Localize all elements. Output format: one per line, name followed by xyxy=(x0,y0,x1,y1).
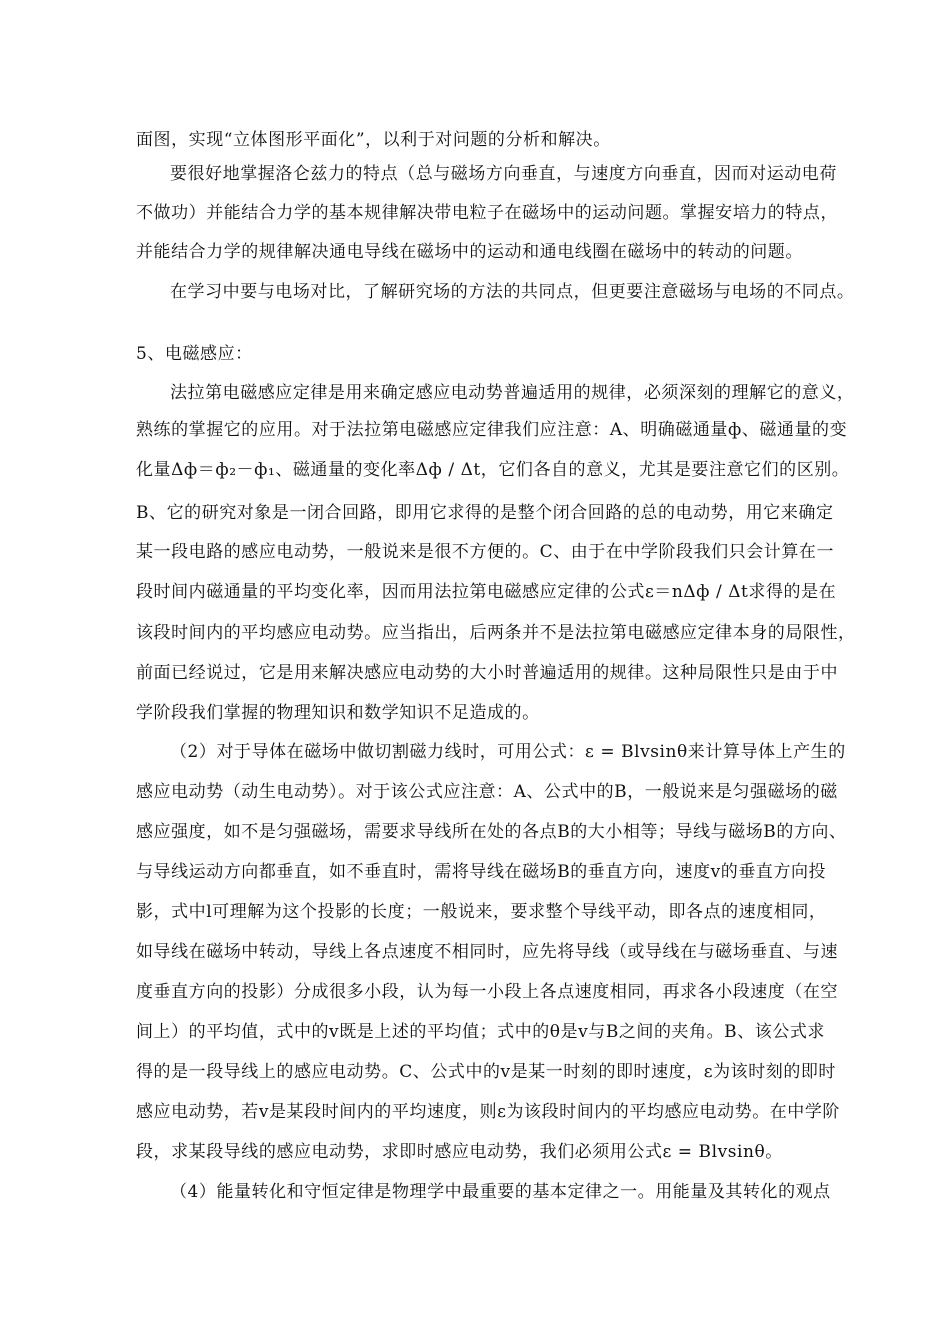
text-line: 与导线运动方向都垂直，如不垂直时，需将导线在磁场B的垂直方向，速度v的垂直方向投 xyxy=(136,862,827,882)
text-line: 要很好地掌握洛仑兹力的特点（总与磁场方向垂直，与速度方向垂直，因而对运动电荷 xyxy=(170,164,837,184)
section-heading: 5、电磁感应： xyxy=(136,344,253,364)
text-line: 该段时间内的平均感应电动势。应当指出，后两条并不是法拉第电磁感应定律本身的局限性， xyxy=(136,623,856,643)
text-line: 不做功）并能结合力学的基本规律解决带电粒子在磁场中的运动问题。掌握安培力的特点， xyxy=(136,203,838,223)
text-line: 在学习中要与电场对比，了解研究场的方法的共同点，但更要注意磁场与电场的不同点。 xyxy=(170,282,855,302)
text-line: 间上）的平均值，式中的v既是上述的平均值；式中的θ是v与B之间的夹角。B、该公式求 xyxy=(136,1022,825,1042)
text-line: B、它的研究对象是一闭合回路，即用它求得的是整个闭合回路的总的电动势，用它来确定 xyxy=(136,503,834,523)
text-line: 如导线在磁场中转动，导线上各点速度不相同时，应先将导线（或导线在与磁场垂直、与速 xyxy=(136,942,838,962)
text-line: 某一段电路的感应电动势，一般说来是很不方便的。C、由于在中学阶段我们只会计算在一 xyxy=(136,542,835,562)
text-line: （2）对于导体在磁场中做切割磁力线时，可用公式：ε = Blvsinθ来计算导体上产生的 xyxy=(170,742,846,762)
text-line: 段，求某段导线的感应电动势，求即时感应电动势，我们必须用公式ε = Blvsinθ。 xyxy=(136,1142,783,1162)
text-line: 并能结合力学的规律解决通电导线在磁场中的运动和通电线圈在磁场中的转动的问题。 xyxy=(136,242,803,262)
text-line: 法拉第电磁感应定律是用来确定感应电动势普遍适用的规律，必须深刻的理解它的意义， xyxy=(170,383,855,403)
text-line: 熟练的掌握它的应用。对于法拉第电磁感应定律我们应注意：A、明确磁通量ф、磁通量的变 xyxy=(136,420,848,440)
text-line: 度垂直方向的投影）分成很多小段，认为每一小段上各点速度相同，再求各小段速度（在空 xyxy=(136,982,838,1002)
text-line: （4）能量转化和守恒定律是物理学中最重要的基本定律之一。用能量及其转化的观点 xyxy=(170,1182,831,1202)
text-line: 得的是一段导线上的感应电动势。C、公式中的v是某一时刻的即时速度，ε为该时刻的即时 xyxy=(136,1062,836,1082)
text-line: 影，式中l可理解为这个投影的长度；一般说来，要求整个导线平动，即各点的速度相同， xyxy=(136,902,827,922)
text-line: 化量Δф＝ф₂－ф₁、磁通量的变化率Δф / Δt，它们各自的意义，尤其是要注意它们的区别。 xyxy=(136,460,850,480)
text-line: 感应电动势（动生电动势）。对于该公式应注意：A、公式中的B，一般说来是匀强磁场的磁 xyxy=(136,782,838,802)
text-line: 感应强度，如不是匀强磁场，需要求导线所在处的各点B的大小相等；导线与磁场B的方向、 xyxy=(136,822,847,842)
text-line: 感应电动势，若v是某段时间内的平均速度，则ε为该段时间内的平均感应电动势。在中学阶 xyxy=(136,1102,840,1122)
text-line: 面图，实现“立体图形平面化”，以利于对问题的分析和解决。 xyxy=(136,130,611,150)
text-line: 学阶段我们掌握的物理知识和数学知识不足造成的。 xyxy=(136,703,540,723)
text-line: 段时间内磁通量的平均变化率，因而用法拉第电磁感应定律的公式ε＝nΔф / Δt求得的是在 xyxy=(136,582,837,602)
text-line: 前面已经说过，它是用来解决感应电动势的大小时普遍适用的规律。这种局限性只是由于中 xyxy=(136,663,838,683)
